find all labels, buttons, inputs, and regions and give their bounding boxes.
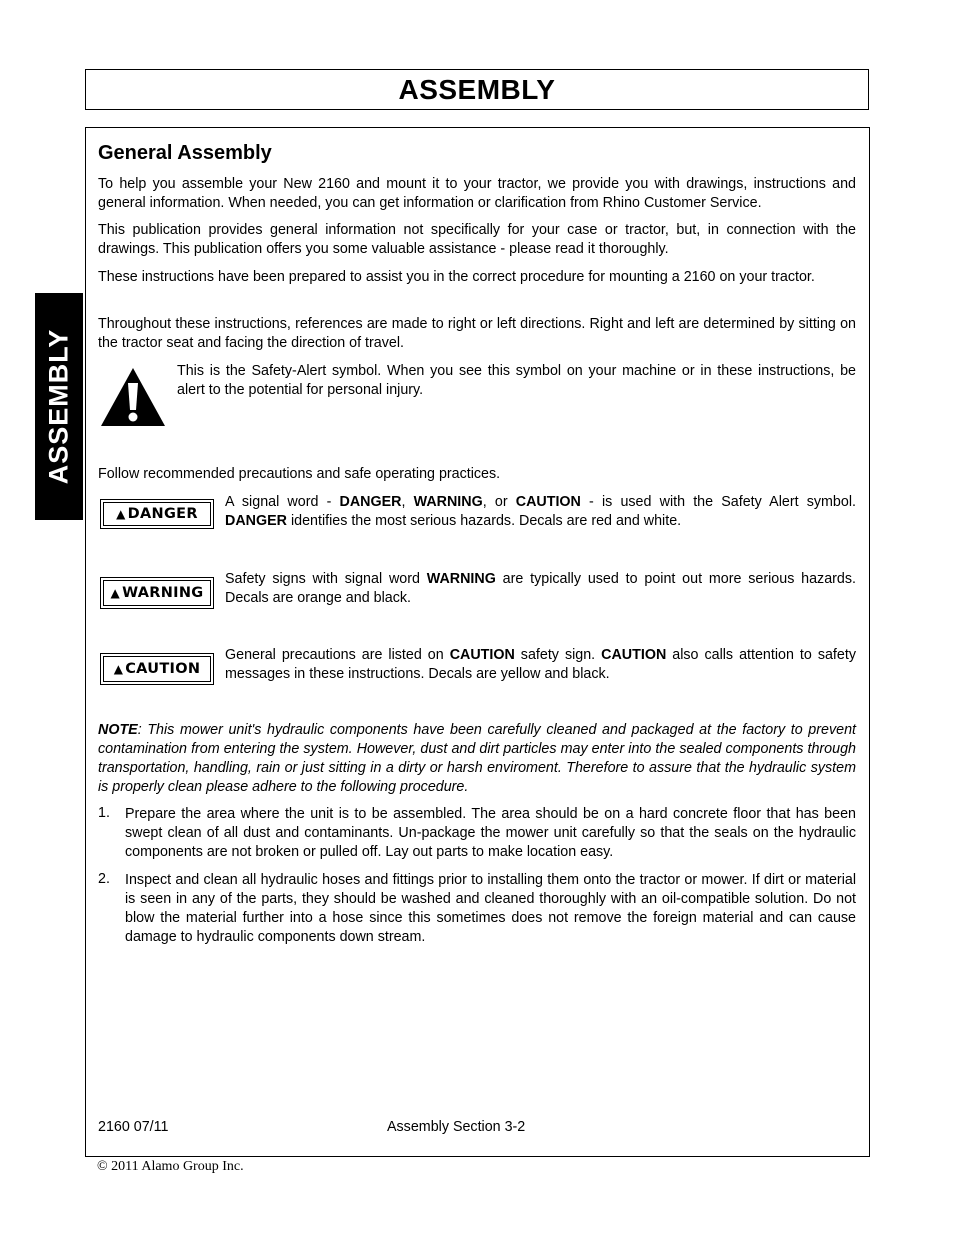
safety-alert-text: This is the Safety-Alert symbol. When you see this symbol on your machine or in these instructions, be alert to the potential for personal injury. (177, 363, 856, 398)
page-header (85, 69, 869, 110)
publication-paragraph: This publication provides general information not specifically for your case or tractor, but, in connection with the drawings. This publication offers you some valuable assistance - please read it thoroughly. (98, 222, 856, 257)
caution-badge (100, 653, 214, 685)
follow-precautions-text: Follow recommended precautions and safe operating practices. (98, 466, 501, 482)
instructions-paragraph: These instructions have been prepared to assist you in the correct procedure for mounting a 2160 on your tractor. (98, 269, 815, 285)
directions-paragraph: Throughout these instructions, references are made to right or left directions. Right and left are determined by sitting on the tractor seat and facing the direction of travel. (98, 316, 856, 351)
note-label: NOTE (98, 722, 138, 738)
step-number: 2. (98, 871, 110, 887)
warning-badge (100, 577, 214, 609)
warning-triangle-icon: ▲ (110, 586, 121, 600)
step-number: 1. (98, 805, 110, 821)
danger-badge (100, 499, 214, 529)
intro-paragraph: To help you assemble your New 2160 and mount it to your tractor, we provide you with drawings, instructions and general information. When needed, you can get information or clarification from Rhino Customer Service. (98, 176, 856, 211)
page-title: ASSEMBLY (398, 73, 556, 105)
warning-badge-label: WARNING (122, 585, 204, 601)
section-heading: General Assembly (98, 142, 272, 164)
footer-section: Assembly Section 3-2 (387, 1119, 526, 1135)
danger-badge-label: DANGER (127, 506, 198, 522)
warning-triangle-icon: ▲ (116, 507, 126, 521)
caution-badge-label: CAUTION (125, 661, 201, 677)
side-tab-label: ASSEMBLY (43, 328, 74, 485)
danger-description: A signal word - DANGER, WARNING, or CAUTION - is used with the Safety Alert symbol. DANGER identifies the most serious hazards. Decals are red and white. (225, 494, 856, 529)
warning-triangle-icon: ▲ (113, 662, 124, 676)
section-side-tab (35, 293, 83, 520)
list-item: Inspect and clean all hydraulic hoses and fittings prior to installing them onto the tractor or mower. If dirt or material is seen in any of the parts, they should be washed and cleaned thoroughly with an oil-compatible solution. Do not blow the material further into a hose since this sometimes does not remove the foreign material and can cause damage to hydraulic components down stream. (125, 872, 856, 945)
warning-description: Safety signs with signal word WARNING are typically used to point out more serious hazards. Decals are orange and black. (225, 571, 856, 606)
footer-model-date: 2160 07/11 (98, 1119, 169, 1135)
copyright: © 2011 Alamo Group Inc. (97, 1159, 244, 1174)
safety-alert-icon (99, 366, 167, 428)
caution-description: General precautions are listed on CAUTION safety sign. CAUTION also calls attention to safety messages in these instructions. Decals are yellow and black. (225, 647, 856, 682)
note-paragraph: NOTE: This mower unit's hydraulic components have been carefully cleaned and packaged at the factory to prevent contamination from entering the system. However, dust and dirt particles may enter into the sealed components through transportation, handling, rain or just sitting in a dirty or harsh enviroment. Therefore to assure that the hydraulic system is properly clean please adhere to the following procedure. (98, 722, 856, 795)
content-box (85, 127, 870, 1157)
list-item: Prepare the area where the unit is to be assembled. The area should be on a hard concrete floor that has been swept clean of all dust and contaminants. Un-package the mower unit carefully so that the seals on the hydraulic components are not broken or pulled off. Lay out parts to make location easy. (125, 806, 856, 860)
